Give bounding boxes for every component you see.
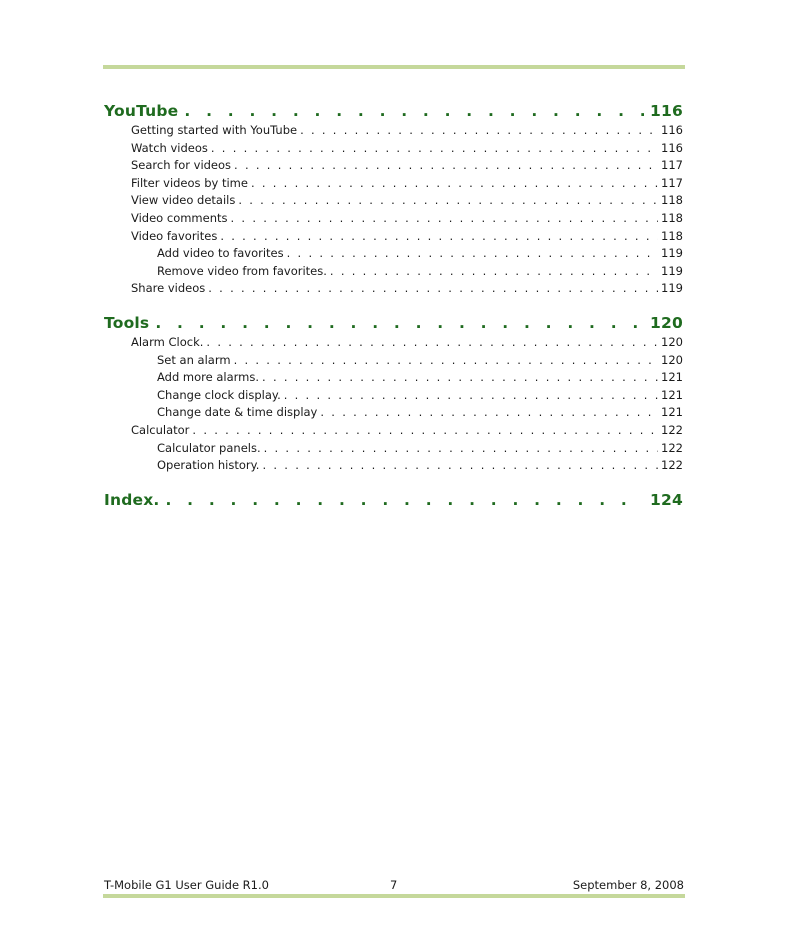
toc-entry[interactable] <box>104 422 683 440</box>
toc-entry-title: Share videos <box>131 281 206 296</box>
footer-page-number: 7 <box>390 878 398 892</box>
dot-leader <box>166 489 645 511</box>
dot-leader <box>231 210 659 228</box>
toc-entry-title: Calculator <box>131 422 190 437</box>
toc-entry-page: 118 <box>661 228 683 243</box>
toc-subentry[interactable] <box>104 369 683 387</box>
dot-leader <box>184 100 644 122</box>
dot-leader <box>234 352 658 370</box>
dot-leader <box>320 404 658 422</box>
toc-entry-title: Filter videos by time <box>131 175 248 190</box>
footer-rule <box>103 894 685 898</box>
dot-leader <box>211 140 658 158</box>
toc-subentry[interactable] <box>104 263 683 281</box>
toc-entry-title: Video favorites <box>131 228 218 243</box>
toc-heading-page: 120 <box>650 313 683 332</box>
toc-entry-page: 120 <box>661 334 683 349</box>
toc-subentry[interactable] <box>104 404 683 422</box>
toc-entry-title: Video comments <box>131 210 228 225</box>
dot-leader <box>192 422 658 440</box>
toc-heading[interactable] <box>104 489 683 511</box>
dot-leader <box>251 175 658 193</box>
toc-subentry-page: 119 <box>661 263 683 278</box>
toc-subentry[interactable] <box>104 440 683 458</box>
dot-leader <box>220 228 658 246</box>
dot-leader <box>208 280 658 298</box>
toc-entry[interactable] <box>104 175 683 193</box>
toc-subentry[interactable] <box>104 352 683 370</box>
toc-subentry[interactable] <box>104 245 683 263</box>
dot-leader <box>330 263 658 281</box>
toc-subentry-page: 121 <box>661 405 683 420</box>
toc-entry-page: 116 <box>661 123 683 137</box>
toc-entry[interactable] <box>104 228 683 246</box>
dot-leader <box>262 369 658 387</box>
toc-subentry[interactable] <box>104 457 683 475</box>
toc-entry[interactable] <box>104 157 683 175</box>
table-of-contents <box>104 100 683 525</box>
toc-subentry-page: 121 <box>661 387 683 402</box>
toc-entry-title: Alarm Clock. <box>131 334 204 349</box>
toc-subentry-title: Set an alarm <box>157 352 231 367</box>
toc-subentry-page: 122 <box>661 440 683 455</box>
toc-section <box>104 100 683 298</box>
toc-subentry-page: 120 <box>661 352 683 367</box>
dot-leader <box>287 245 658 263</box>
toc-subentry-title: Remove video from favorites. <box>157 263 327 278</box>
toc-entry-title: Watch videos <box>131 140 208 155</box>
toc-subentry-title: Operation history. <box>157 458 260 473</box>
footer-doc-title: T-Mobile G1 User Guide R1.0 <box>104 878 269 892</box>
toc-heading[interactable] <box>104 100 683 122</box>
toc-entry-page: 116 <box>661 140 683 155</box>
toc-subentry-page: 122 <box>661 458 683 473</box>
toc-entry-page: 118 <box>661 193 683 208</box>
toc-heading-page: 124 <box>650 490 683 509</box>
toc-subentry-title: Change date & time display <box>157 405 318 420</box>
toc-entry-title: Search for videos <box>131 158 232 173</box>
toc-entry-page: 119 <box>661 281 683 296</box>
toc-subentry-title: Calculator panels. <box>157 440 261 455</box>
toc-entry-title: Getting started with YouTube <box>131 123 298 137</box>
toc-entry-page: 117 <box>661 158 683 173</box>
toc-entry[interactable] <box>104 280 683 298</box>
dot-leader <box>206 334 658 352</box>
toc-heading[interactable] <box>104 312 683 334</box>
dot-leader <box>234 157 658 175</box>
toc-entry[interactable] <box>104 122 683 140</box>
dot-leader <box>238 192 658 210</box>
footer-date: September 8, 2008 <box>572 878 684 892</box>
toc-entry-page: 117 <box>661 175 683 190</box>
toc-entry[interactable] <box>104 210 683 228</box>
dot-leader <box>284 387 658 405</box>
toc-section <box>104 489 683 511</box>
toc-entry-page: 118 <box>661 210 683 225</box>
header-rule <box>103 65 685 69</box>
toc-entry[interactable] <box>104 192 683 210</box>
toc-section <box>104 312 683 475</box>
toc-subentry-title: Add more alarms. <box>157 370 260 385</box>
toc-entry[interactable] <box>104 334 683 352</box>
toc-heading-title: Tools <box>104 313 150 332</box>
toc-subentry-page: 119 <box>661 246 683 261</box>
toc-entry[interactable] <box>104 140 683 158</box>
dot-leader <box>155 312 644 334</box>
toc-subentry-title: Add video to favorites <box>157 246 284 261</box>
dot-leader <box>264 440 658 458</box>
toc-heading-page: 116 <box>650 102 683 120</box>
toc-subentry-title: Change clock display. <box>157 387 281 402</box>
toc-entry-title: View video details <box>131 193 236 208</box>
toc-subentry-page: 121 <box>661 370 683 385</box>
dot-leader <box>262 457 658 475</box>
toc-heading-title: YouTube <box>104 102 179 120</box>
toc-heading-title: Index. <box>104 490 160 509</box>
dot-leader <box>300 122 658 140</box>
toc-entry-page: 122 <box>661 422 683 437</box>
toc-subentry[interactable] <box>104 387 683 405</box>
